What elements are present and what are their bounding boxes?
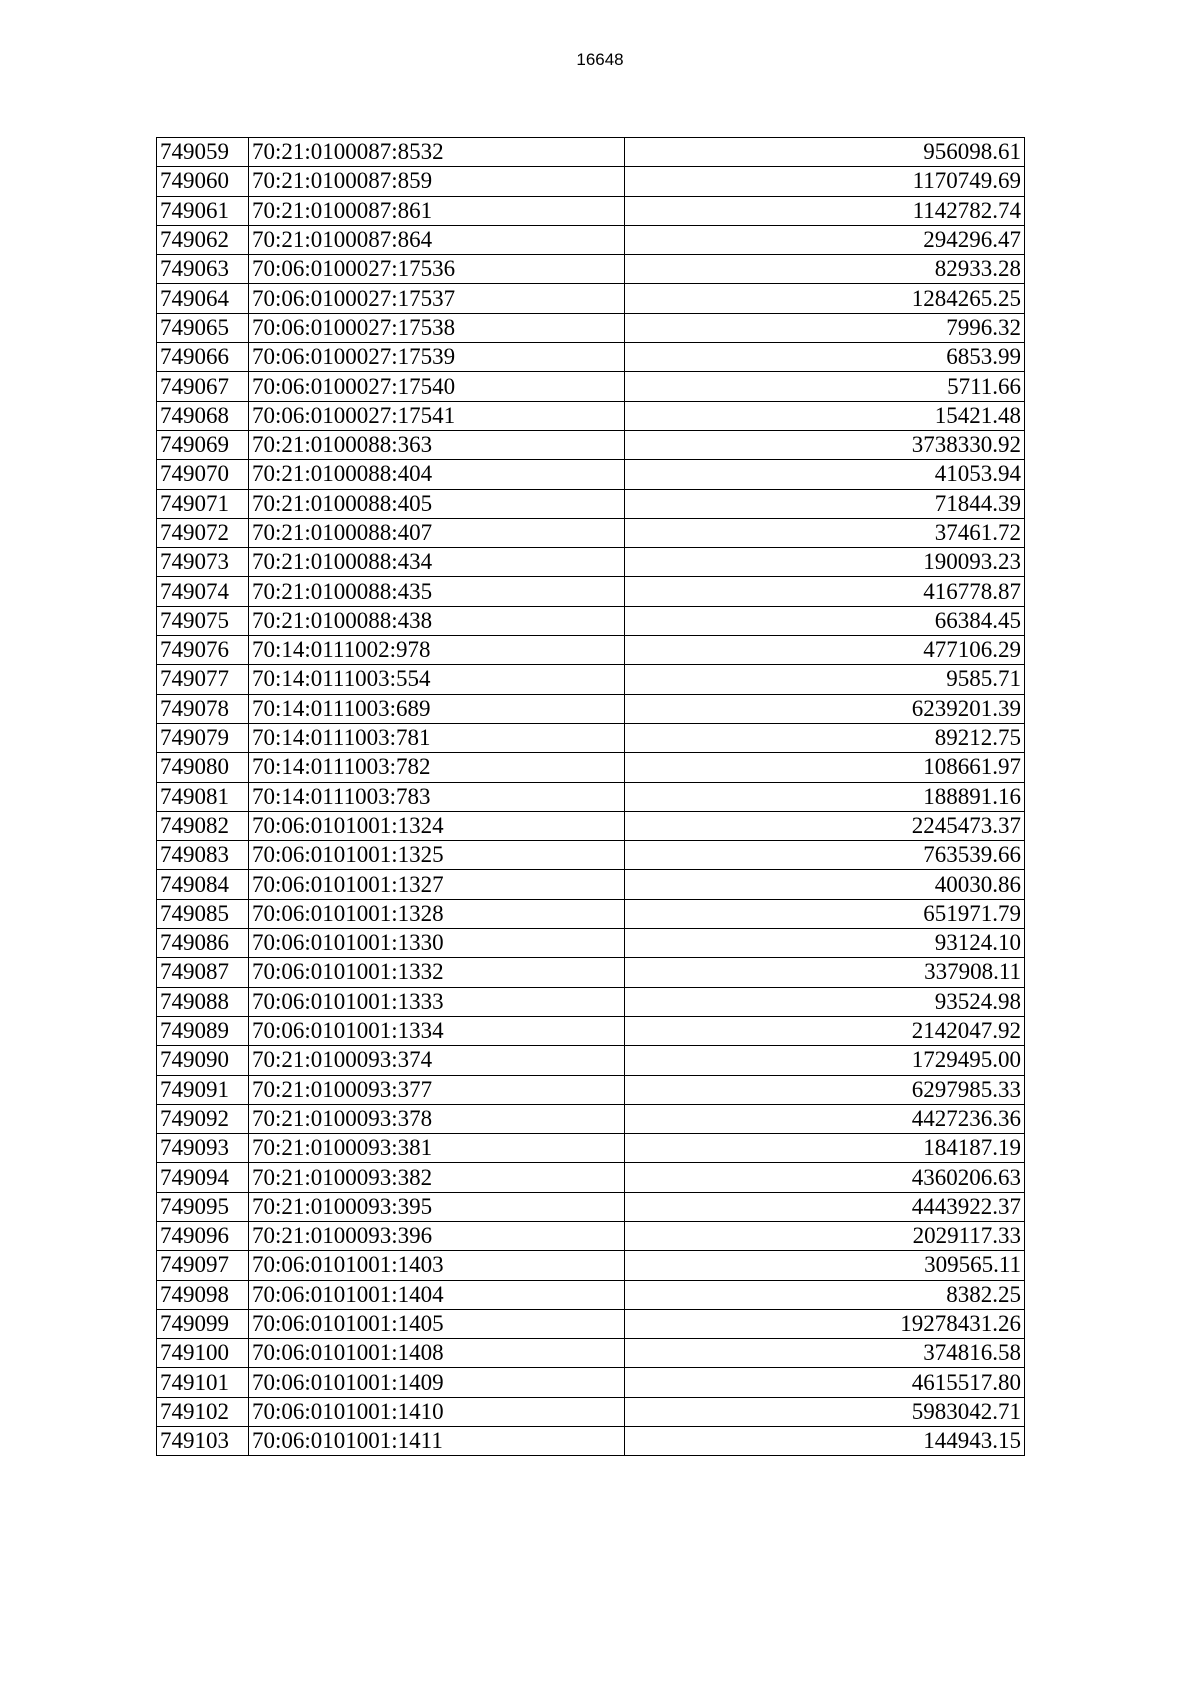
cadastral-number-cell: 70:21:0100093:377 bbox=[249, 1075, 625, 1104]
cadastral-number-cell: 70:06:0101001:1334 bbox=[249, 1016, 625, 1045]
table-row bbox=[157, 430, 1025, 459]
row-number-cell: 749062 bbox=[157, 225, 249, 254]
row-number-cell: 749082 bbox=[157, 811, 249, 840]
row-number-cell: 749078 bbox=[157, 694, 249, 723]
cadastral-number-cell: 70:21:0100087:859 bbox=[249, 167, 625, 196]
cadastral-number-cell: 70:06:0101001:1333 bbox=[249, 987, 625, 1016]
cadastral-value-cell: 2142047.92 bbox=[625, 1016, 1025, 1045]
cadastral-number-cell: 70:06:0101001:1408 bbox=[249, 1339, 625, 1368]
table-row bbox=[157, 1075, 1025, 1104]
cadastral-number-cell: 70:06:0101001:1332 bbox=[249, 958, 625, 987]
table-row bbox=[157, 1339, 1025, 1368]
page-number: 16648 bbox=[576, 50, 624, 69]
table-row bbox=[157, 1251, 1025, 1280]
table-row bbox=[157, 548, 1025, 577]
row-number-cell: 749071 bbox=[157, 489, 249, 518]
cadastral-number-cell: 70:06:0101001:1403 bbox=[249, 1251, 625, 1280]
table-body bbox=[157, 138, 1025, 1456]
table-row bbox=[157, 987, 1025, 1016]
row-number-cell: 749101 bbox=[157, 1368, 249, 1397]
table-row bbox=[157, 665, 1025, 694]
table-row bbox=[157, 958, 1025, 987]
cadastral-value-cell: 15421.48 bbox=[625, 401, 1025, 430]
table-row bbox=[157, 1163, 1025, 1192]
row-number-cell: 749092 bbox=[157, 1104, 249, 1133]
row-number-cell: 749065 bbox=[157, 313, 249, 342]
cadastral-number-cell: 70:14:0111002:978 bbox=[249, 636, 625, 665]
cadastral-number-cell: 70:06:0101001:1327 bbox=[249, 870, 625, 899]
row-number-cell: 749094 bbox=[157, 1163, 249, 1192]
row-number-cell: 749087 bbox=[157, 958, 249, 987]
table-row bbox=[157, 694, 1025, 723]
cadastral-value-cell: 1142782.74 bbox=[625, 196, 1025, 225]
cadastral-number-cell: 70:21:0100093:378 bbox=[249, 1104, 625, 1133]
table-row bbox=[157, 1397, 1025, 1426]
row-number-cell: 749067 bbox=[157, 372, 249, 401]
cadastral-number-cell: 70:21:0100093:374 bbox=[249, 1046, 625, 1075]
cadastral-value-cell: 374816.58 bbox=[625, 1339, 1025, 1368]
table-row bbox=[157, 870, 1025, 899]
cadastral-number-cell: 70:06:0101001:1409 bbox=[249, 1368, 625, 1397]
cadastral-number-cell: 70:21:0100087:864 bbox=[249, 225, 625, 254]
cadastral-value-cell: 763539.66 bbox=[625, 841, 1025, 870]
table-row bbox=[157, 1221, 1025, 1250]
cadastral-value-cell: 294296.47 bbox=[625, 225, 1025, 254]
table-row bbox=[157, 929, 1025, 958]
cadastral-value-cell: 4427236.36 bbox=[625, 1104, 1025, 1133]
row-number-cell: 749100 bbox=[157, 1339, 249, 1368]
row-number-cell: 749083 bbox=[157, 841, 249, 870]
table-row bbox=[157, 1192, 1025, 1221]
cadastral-value-cell: 19278431.26 bbox=[625, 1309, 1025, 1338]
row-number-cell: 749074 bbox=[157, 577, 249, 606]
table-row bbox=[157, 167, 1025, 196]
cadastral-number-cell: 70:06:0101001:1404 bbox=[249, 1280, 625, 1309]
row-number-cell: 749085 bbox=[157, 899, 249, 928]
row-number-cell: 749059 bbox=[157, 138, 249, 167]
cadastral-value-cell: 4360206.63 bbox=[625, 1163, 1025, 1192]
cadastral-value-cell: 956098.61 bbox=[625, 138, 1025, 167]
cadastral-number-cell: 70:06:0101001:1405 bbox=[249, 1309, 625, 1338]
table-row bbox=[157, 343, 1025, 372]
table-row bbox=[157, 636, 1025, 665]
cadastral-number-cell: 70:14:0111003:781 bbox=[249, 723, 625, 752]
row-number-cell: 749077 bbox=[157, 665, 249, 694]
row-number-cell: 749090 bbox=[157, 1046, 249, 1075]
row-number-cell: 749069 bbox=[157, 430, 249, 459]
cadastral-value-cell: 188891.16 bbox=[625, 782, 1025, 811]
cadastral-number-cell: 70:21:0100088:363 bbox=[249, 430, 625, 459]
cadastral-value-cell: 2245473.37 bbox=[625, 811, 1025, 840]
row-number-cell: 749098 bbox=[157, 1280, 249, 1309]
cadastral-number-cell: 70:06:0100027:17541 bbox=[249, 401, 625, 430]
row-number-cell: 749064 bbox=[157, 284, 249, 313]
table-row bbox=[157, 606, 1025, 635]
row-number-cell: 749068 bbox=[157, 401, 249, 430]
cadastral-value-cell: 1170749.69 bbox=[625, 167, 1025, 196]
cadastral-value-cell: 108661.97 bbox=[625, 753, 1025, 782]
table-row bbox=[157, 1104, 1025, 1133]
row-number-cell: 749084 bbox=[157, 870, 249, 899]
table-row bbox=[157, 313, 1025, 342]
cadastral-number-cell: 70:21:0100088:407 bbox=[249, 518, 625, 547]
row-number-cell: 749091 bbox=[157, 1075, 249, 1104]
cadastral-value-cell: 66384.45 bbox=[625, 606, 1025, 635]
row-number-cell: 749060 bbox=[157, 167, 249, 196]
cadastral-value-cell: 309565.11 bbox=[625, 1251, 1025, 1280]
table-row bbox=[157, 460, 1025, 489]
row-number-cell: 749075 bbox=[157, 606, 249, 635]
cadastral-value-cell: 5711.66 bbox=[625, 372, 1025, 401]
table-row bbox=[157, 899, 1025, 928]
table-row bbox=[157, 753, 1025, 782]
row-number-cell: 749103 bbox=[157, 1427, 249, 1456]
table-row bbox=[157, 518, 1025, 547]
cadastral-value-cell: 477106.29 bbox=[625, 636, 1025, 665]
table-row bbox=[157, 196, 1025, 225]
cadastral-number-cell: 70:21:0100088:434 bbox=[249, 548, 625, 577]
cadastral-value-cell: 651971.79 bbox=[625, 899, 1025, 928]
row-number-cell: 749096 bbox=[157, 1221, 249, 1250]
cadastral-number-cell: 70:21:0100093:381 bbox=[249, 1134, 625, 1163]
cadastral-number-cell: 70:21:0100088:404 bbox=[249, 460, 625, 489]
table-row bbox=[157, 811, 1025, 840]
cadastral-number-cell: 70:21:0100088:435 bbox=[249, 577, 625, 606]
cadastral-value-cell: 41053.94 bbox=[625, 460, 1025, 489]
cadastral-value-table bbox=[156, 137, 1025, 1456]
table-row bbox=[157, 782, 1025, 811]
cadastral-value-cell: 337908.11 bbox=[625, 958, 1025, 987]
row-number-cell: 749095 bbox=[157, 1192, 249, 1221]
row-number-cell: 749102 bbox=[157, 1397, 249, 1426]
table-row bbox=[157, 284, 1025, 313]
cadastral-number-cell: 70:21:0100087:861 bbox=[249, 196, 625, 225]
table-row bbox=[157, 723, 1025, 752]
cadastral-value-cell: 93124.10 bbox=[625, 929, 1025, 958]
cadastral-value-cell: 190093.23 bbox=[625, 548, 1025, 577]
cadastral-number-cell: 70:06:0101001:1410 bbox=[249, 1397, 625, 1426]
cadastral-value-cell: 89212.75 bbox=[625, 723, 1025, 752]
cadastral-value-cell: 9585.71 bbox=[625, 665, 1025, 694]
cadastral-value-cell: 82933.28 bbox=[625, 255, 1025, 284]
cadastral-value-cell: 6297985.33 bbox=[625, 1075, 1025, 1104]
row-number-cell: 749076 bbox=[157, 636, 249, 665]
cadastral-number-cell: 70:21:0100093:395 bbox=[249, 1192, 625, 1221]
cadastral-number-cell: 70:14:0111003:783 bbox=[249, 782, 625, 811]
cadastral-value-cell: 6239201.39 bbox=[625, 694, 1025, 723]
table-row bbox=[157, 489, 1025, 518]
table-row bbox=[157, 1280, 1025, 1309]
table-row bbox=[157, 841, 1025, 870]
cadastral-number-cell: 70:06:0100027:17539 bbox=[249, 343, 625, 372]
row-number-cell: 749070 bbox=[157, 460, 249, 489]
row-number-cell: 749079 bbox=[157, 723, 249, 752]
row-number-cell: 749093 bbox=[157, 1134, 249, 1163]
row-number-cell: 749066 bbox=[157, 343, 249, 372]
row-number-cell: 749072 bbox=[157, 518, 249, 547]
row-number-cell: 749063 bbox=[157, 255, 249, 284]
cadastral-value-cell: 3738330.92 bbox=[625, 430, 1025, 459]
table-row bbox=[157, 1016, 1025, 1045]
row-number-cell: 749099 bbox=[157, 1309, 249, 1338]
cadastral-number-cell: 70:06:0101001:1411 bbox=[249, 1427, 625, 1456]
cadastral-number-cell: 70:21:0100087:8532 bbox=[249, 138, 625, 167]
cadastral-value-cell: 1284265.25 bbox=[625, 284, 1025, 313]
cadastral-value-cell: 1729495.00 bbox=[625, 1046, 1025, 1075]
row-number-cell: 749080 bbox=[157, 753, 249, 782]
cadastral-number-cell: 70:06:0101001:1325 bbox=[249, 841, 625, 870]
cadastral-value-cell: 4443922.37 bbox=[625, 1192, 1025, 1221]
row-number-cell: 749073 bbox=[157, 548, 249, 577]
cadastral-value-cell: 93524.98 bbox=[625, 987, 1025, 1016]
cadastral-value-cell: 71844.39 bbox=[625, 489, 1025, 518]
table-row bbox=[157, 255, 1025, 284]
table-row bbox=[157, 138, 1025, 167]
cadastral-value-cell: 2029117.33 bbox=[625, 1221, 1025, 1250]
row-number-cell: 749088 bbox=[157, 987, 249, 1016]
table-row bbox=[157, 1134, 1025, 1163]
row-number-cell: 749086 bbox=[157, 929, 249, 958]
cadastral-number-cell: 70:06:0100027:17536 bbox=[249, 255, 625, 284]
cadastral-value-cell: 8382.25 bbox=[625, 1280, 1025, 1309]
cadastral-value-cell: 416778.87 bbox=[625, 577, 1025, 606]
table-row bbox=[157, 372, 1025, 401]
cadastral-value-cell: 5983042.71 bbox=[625, 1397, 1025, 1426]
cadastral-value-cell: 144943.15 bbox=[625, 1427, 1025, 1456]
row-number-cell: 749097 bbox=[157, 1251, 249, 1280]
table-row bbox=[157, 1427, 1025, 1456]
cadastral-value-cell: 4615517.80 bbox=[625, 1368, 1025, 1397]
cadastral-number-cell: 70:14:0111003:782 bbox=[249, 753, 625, 782]
cadastral-number-cell: 70:21:0100088:405 bbox=[249, 489, 625, 518]
cadastral-number-cell: 70:06:0101001:1330 bbox=[249, 929, 625, 958]
cadastral-number-cell: 70:06:0101001:1324 bbox=[249, 811, 625, 840]
table-row bbox=[157, 225, 1025, 254]
cadastral-number-cell: 70:06:0100027:17538 bbox=[249, 313, 625, 342]
table-row bbox=[157, 577, 1025, 606]
table-row bbox=[157, 401, 1025, 430]
table-row bbox=[157, 1046, 1025, 1075]
cadastral-number-cell: 70:06:0100027:17537 bbox=[249, 284, 625, 313]
table-row bbox=[157, 1309, 1025, 1338]
cadastral-value-cell: 6853.99 bbox=[625, 343, 1025, 372]
row-number-cell: 749089 bbox=[157, 1016, 249, 1045]
cadastral-value-cell: 7996.32 bbox=[625, 313, 1025, 342]
cadastral-number-cell: 70:14:0111003:689 bbox=[249, 694, 625, 723]
row-number-cell: 749061 bbox=[157, 196, 249, 225]
cadastral-number-cell: 70:06:0100027:17540 bbox=[249, 372, 625, 401]
cadastral-value-cell: 37461.72 bbox=[625, 518, 1025, 547]
cadastral-number-cell: 70:06:0101001:1328 bbox=[249, 899, 625, 928]
row-number-cell: 749081 bbox=[157, 782, 249, 811]
cadastral-number-cell: 70:21:0100088:438 bbox=[249, 606, 625, 635]
cadastral-number-cell: 70:21:0100093:396 bbox=[249, 1221, 625, 1250]
cadastral-number-cell: 70:14:0111003:554 bbox=[249, 665, 625, 694]
cadastral-value-cell: 40030.86 bbox=[625, 870, 1025, 899]
cadastral-number-cell: 70:21:0100093:382 bbox=[249, 1163, 625, 1192]
cadastral-value-cell: 184187.19 bbox=[625, 1134, 1025, 1163]
table-row bbox=[157, 1368, 1025, 1397]
